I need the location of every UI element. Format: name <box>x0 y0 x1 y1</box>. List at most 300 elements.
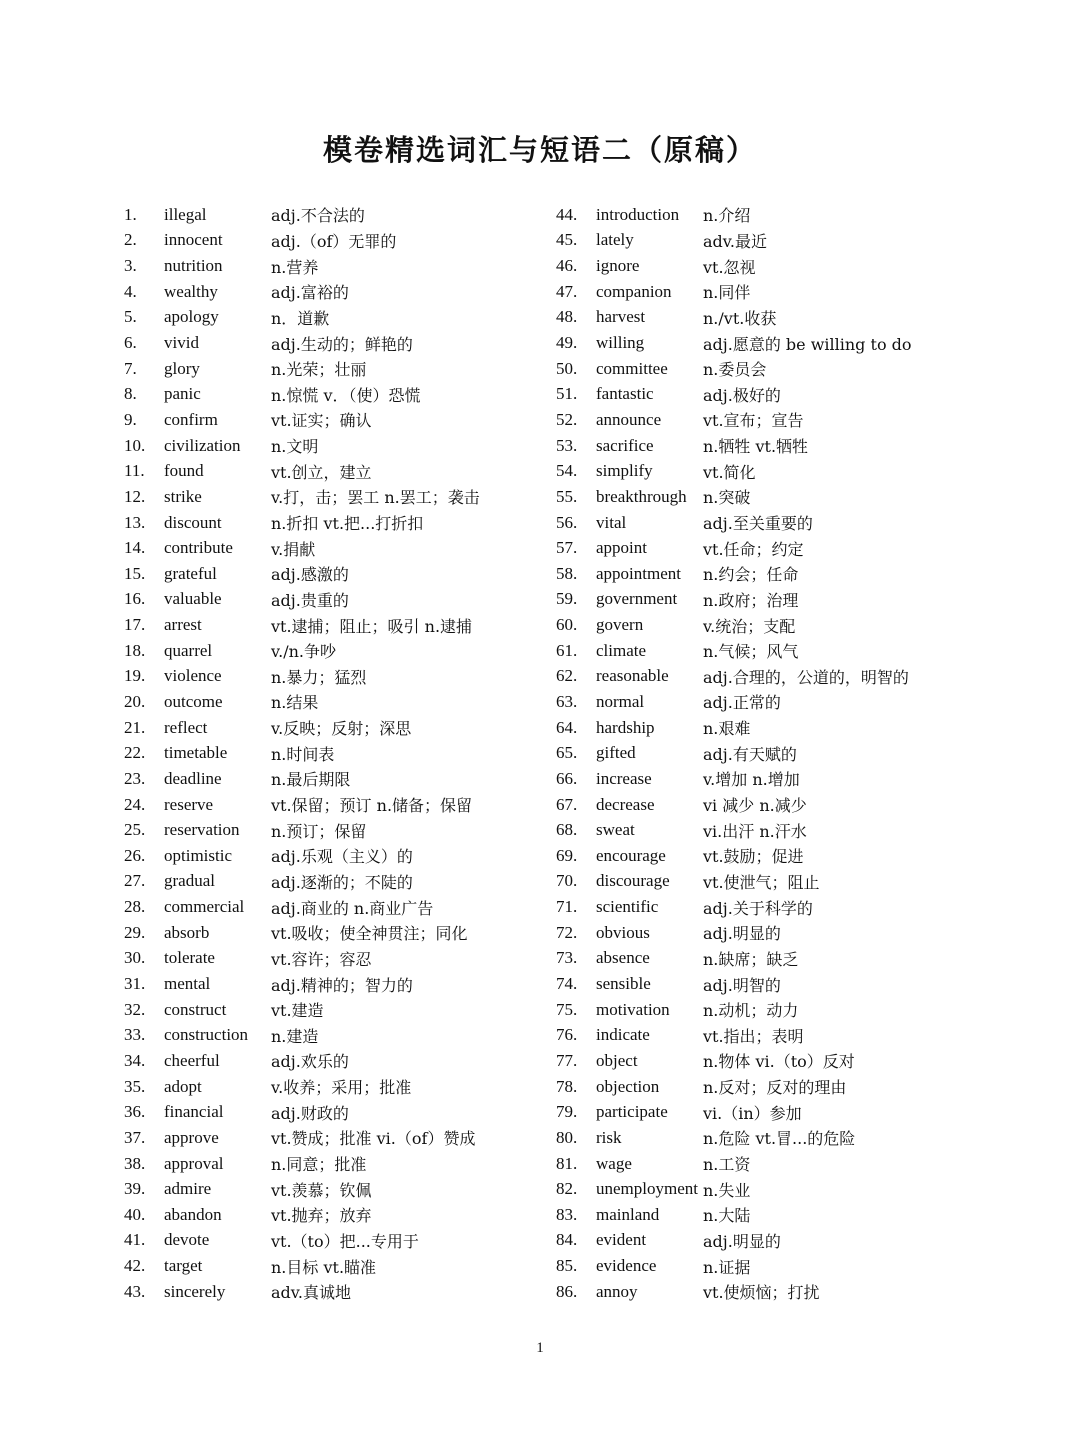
entry-number: 85. <box>556 1256 578 1276</box>
entry-word: sensible <box>596 974 651 994</box>
entry-number: 72. <box>556 922 578 942</box>
entry-definition: n.物体 vi.（to）反对 <box>703 1052 855 1072</box>
entry-number: 39. <box>124 1179 146 1199</box>
entry-number: 71. <box>556 897 578 917</box>
entry-definition: n.目标 vt.瞄准 <box>271 1257 377 1277</box>
entry-number: 81. <box>556 1153 578 1173</box>
entry-number: 14. <box>124 538 146 558</box>
vocab-row <box>124 1074 480 1100</box>
entry-word: admire <box>164 1179 212 1199</box>
entry-definition: vt.证实；确认 <box>271 411 372 431</box>
entry-number: 32. <box>124 999 146 1019</box>
entry-definition: adj.逐渐的；不陡的 <box>271 872 413 892</box>
vocab-row <box>124 638 480 664</box>
entry-word: companion <box>596 281 672 301</box>
vocab-column-left <box>124 202 480 1305</box>
entry-definition: adj.明显的 <box>703 924 781 944</box>
vocab-row <box>556 510 912 536</box>
entry-definition: adj.不合法的 <box>271 206 365 226</box>
entry-word: gradual <box>164 871 215 891</box>
entry-number: 35. <box>124 1076 146 1096</box>
entry-word: objection <box>596 1076 660 1096</box>
vocab-row <box>556 1176 912 1202</box>
entry-number: 53. <box>556 435 578 455</box>
entry-word: climate <box>596 640 647 660</box>
entry-number: 84. <box>556 1230 578 1250</box>
entry-word: vital <box>596 512 627 532</box>
entry-number: 65. <box>556 743 578 763</box>
entry-number: 44. <box>556 204 578 224</box>
vocab-row <box>556 535 912 561</box>
vocab-row <box>556 1279 912 1305</box>
vocab-row <box>556 561 912 587</box>
vocab-row <box>556 766 912 792</box>
entry-word: arrest <box>164 615 202 635</box>
entry-number: 12. <box>124 486 146 506</box>
entry-definition: vt.使泄气；阻止 <box>703 872 820 892</box>
entry-word: encourage <box>596 845 666 865</box>
entry-word: commercial <box>164 897 245 917</box>
vocab-row <box>556 792 912 818</box>
entry-number: 26. <box>124 845 146 865</box>
vocab-row <box>556 228 912 254</box>
entry-number: 41. <box>124 1230 146 1250</box>
entry-word: object <box>596 1050 638 1070</box>
entry-number: 57. <box>556 538 578 558</box>
vocab-row <box>556 253 912 279</box>
entry-word: apology <box>164 307 219 327</box>
entry-word: cheerful <box>164 1050 220 1070</box>
entry-definition: vt.宣布；宣告 <box>703 411 804 431</box>
vocab-row <box>124 612 480 638</box>
entry-number: 17. <box>124 615 146 635</box>
entry-number: 33. <box>124 1025 146 1045</box>
entry-number: 82. <box>556 1179 578 1199</box>
entry-definition: adj.至关重要的 <box>703 514 813 533</box>
entry-word: government <box>596 589 678 609</box>
entry-word: evident <box>596 1230 647 1250</box>
entry-word: harvest <box>596 307 646 327</box>
entry-definition: adj.合理的，公道的，明智的 <box>703 667 909 687</box>
vocab-row <box>556 817 912 843</box>
vocab-row <box>124 1048 480 1074</box>
entry-number: 49. <box>556 333 578 353</box>
entry-definition: v.增加 n.增加 <box>703 770 800 790</box>
entry-number: 37. <box>124 1127 146 1147</box>
vocab-row <box>124 561 480 587</box>
vocab-row <box>124 1125 480 1151</box>
entry-number: 40. <box>124 1204 146 1224</box>
vocab-row <box>556 356 912 382</box>
entry-number: 50. <box>556 358 578 378</box>
entry-word: construct <box>164 999 227 1019</box>
entry-number: 73. <box>556 948 578 968</box>
entry-word: glory <box>164 358 200 378</box>
vocab-row <box>556 1023 912 1049</box>
entry-number: 59. <box>556 589 578 609</box>
entry-definition: adj.关于科学的 <box>703 898 813 918</box>
entry-word: introduction <box>596 204 680 224</box>
vocab-row <box>124 766 480 792</box>
vocab-row <box>124 869 480 895</box>
entry-definition: n.时间表 <box>271 744 335 764</box>
vocab-row <box>556 202 912 228</box>
vocab-row <box>556 433 912 459</box>
entry-word: appointment <box>596 563 681 583</box>
vocab-row <box>556 740 912 766</box>
vocab-row <box>124 689 480 715</box>
entry-number: 23. <box>124 768 146 788</box>
entry-definition: v./n.争吵 <box>271 642 337 662</box>
entry-definition: adj.财政的 <box>271 1103 349 1123</box>
entry-definition: n.工资 <box>703 1155 751 1175</box>
entry-number: 22. <box>124 743 146 763</box>
entry-number: 79. <box>556 1102 578 1122</box>
vocab-row <box>124 1099 480 1125</box>
entry-definition: n.同伴 <box>703 283 751 303</box>
vocab-row <box>124 253 480 279</box>
entry-number: 80. <box>556 1127 578 1147</box>
entry-number: 52. <box>556 409 578 429</box>
entry-definition: n.暴力；猛烈 <box>271 667 367 687</box>
entry-word: simplify <box>596 461 653 481</box>
entry-definition: n.最后期限 <box>271 770 351 790</box>
vocab-row <box>556 612 912 638</box>
entry-number: 13. <box>124 512 146 532</box>
entry-word: valuable <box>164 589 222 609</box>
entry-definition: vt.使烦恼；打扰 <box>703 1283 820 1303</box>
entry-definition: vt.建造 <box>271 1001 324 1021</box>
vocab-row <box>124 894 480 920</box>
entry-definition: n.营养 <box>271 257 319 277</box>
page-number: 1 <box>536 1340 544 1356</box>
entry-definition: v.打，击；罢工 n.罢工；袭击 <box>271 488 480 508</box>
entry-word: motivation <box>596 999 670 1019</box>
entry-number: 60. <box>556 615 578 635</box>
entry-word: absence <box>596 948 650 968</box>
entry-word: mainland <box>596 1204 660 1224</box>
entry-definition: n.证据 <box>703 1257 751 1277</box>
entry-definition: adj.生动的；鲜艳的 <box>271 334 413 354</box>
entry-word: approval <box>164 1153 224 1173</box>
entry-definition: adj.富裕的 <box>271 283 349 303</box>
entry-definition: vt.简化 <box>703 462 756 482</box>
vocab-row <box>556 1202 912 1228</box>
entry-word: breakthrough <box>596 486 687 506</box>
vocab-row <box>124 1279 480 1305</box>
entry-number: 36. <box>124 1102 146 1122</box>
entry-definition: vt.指出；表明 <box>703 1026 804 1046</box>
entry-number: 51. <box>556 384 578 404</box>
entry-word: approve <box>164 1127 219 1147</box>
entry-word: panic <box>164 384 201 404</box>
vocab-row <box>556 997 912 1023</box>
entry-definition: n.牺牲 vt.牺牲 <box>703 437 809 457</box>
entry-definition: v.捐献 <box>271 539 316 559</box>
vocab-row <box>556 946 912 972</box>
entry-definition: adj.精神的；智力的 <box>271 975 413 995</box>
vocab-row <box>124 664 480 690</box>
vocab-row <box>556 305 912 331</box>
entry-definition: n．道歉 <box>271 308 330 328</box>
vocab-row <box>124 228 480 254</box>
entry-number: 21. <box>124 717 146 737</box>
entry-word: tolerate <box>164 948 215 968</box>
entry-number: 11. <box>124 461 145 481</box>
entry-number: 27. <box>124 871 146 891</box>
vocab-row <box>556 1253 912 1279</box>
entry-word: hardship <box>596 717 655 737</box>
entry-number: 25. <box>124 820 146 840</box>
vocab-row <box>124 587 480 613</box>
entry-number: 7. <box>124 358 137 378</box>
entry-number: 86. <box>556 1281 578 1301</box>
vocab-row <box>124 971 480 997</box>
vocab-column-right <box>556 202 912 1305</box>
entry-number: 83. <box>556 1204 578 1224</box>
vocab-row <box>556 894 912 920</box>
entry-word: sweat <box>596 820 635 840</box>
entry-number: 43. <box>124 1281 146 1301</box>
entry-definition: n.缺席；缺乏 <box>703 949 799 969</box>
entry-word: reservation <box>164 820 240 840</box>
entry-word: decrease <box>596 794 655 814</box>
entry-number: 64. <box>556 717 578 737</box>
entry-word: obvious <box>596 922 650 942</box>
entry-word: abandon <box>164 1204 222 1224</box>
entry-word: reflect <box>164 717 208 737</box>
entry-definition: n.约会；任命 <box>703 565 799 585</box>
entry-number: 78. <box>556 1076 578 1096</box>
entry-definition: adj.贵重的 <box>271 590 349 610</box>
entry-number: 47. <box>556 281 578 301</box>
entry-number: 10. <box>124 435 146 455</box>
entry-definition: n.气候；风气 <box>703 642 799 662</box>
entry-number: 4. <box>124 281 137 301</box>
entry-definition: n.大陆 <box>703 1206 751 1226</box>
vocab-row <box>556 971 912 997</box>
entry-word: indicate <box>596 1025 650 1045</box>
entry-word: gifted <box>596 743 636 763</box>
vocab-row <box>556 638 912 664</box>
entry-word: financial <box>164 1102 224 1122</box>
vocab-row <box>556 869 912 895</box>
entry-word: scientific <box>596 897 659 917</box>
entry-definition: n.政府；治理 <box>703 590 799 610</box>
entry-definition: adj.正常的 <box>703 693 781 713</box>
entry-word: fantastic <box>596 384 654 404</box>
entry-definition: adj.有天赋的 <box>703 744 797 764</box>
entry-word: devote <box>164 1230 210 1250</box>
entry-word: deadline <box>164 768 222 788</box>
entry-definition: adj.感激的 <box>271 565 349 585</box>
vocab-row <box>556 843 912 869</box>
vocab-row <box>124 946 480 972</box>
entry-number: 38. <box>124 1153 146 1173</box>
entry-word: annoy <box>596 1281 638 1301</box>
entry-definition: adj.明智的 <box>703 975 781 995</box>
entry-number: 1. <box>124 204 137 224</box>
entry-word: nutrition <box>164 256 223 276</box>
entry-word: risk <box>596 1127 622 1147</box>
entry-number: 9. <box>124 409 137 429</box>
entry-number: 61. <box>556 640 578 660</box>
entry-word: contribute <box>164 538 233 558</box>
entry-number: 15. <box>124 563 146 583</box>
vocab-row <box>556 587 912 613</box>
entry-word: quarrel <box>164 640 213 660</box>
vocab-row <box>124 484 480 510</box>
entry-word: announce <box>596 409 662 429</box>
vocab-row <box>124 843 480 869</box>
entry-definition: vi.（in）参加 <box>703 1103 802 1123</box>
entry-definition: n.惊慌 v．（使）恐慌 <box>271 385 421 405</box>
entry-definition: adj.乐观（主义）的 <box>271 847 413 867</box>
entry-word: govern <box>596 615 644 635</box>
vocab-row <box>124 1151 480 1177</box>
entry-number: 48. <box>556 307 578 327</box>
vocab-row <box>556 1228 912 1254</box>
vocab-row <box>124 740 480 766</box>
entry-number: 63. <box>556 691 578 711</box>
vocab-row <box>556 1074 912 1100</box>
entry-word: discourage <box>596 871 670 891</box>
entry-word: sacrifice <box>596 435 654 455</box>
entry-definition: vt.（to）把...专用于 <box>271 1231 419 1251</box>
entry-word: ignore <box>596 256 640 276</box>
entry-definition: n.介绍 <box>703 206 751 226</box>
entry-word: civilization <box>164 435 241 455</box>
entry-word: grateful <box>164 563 217 583</box>
entry-definition: vt.赞成；批准 vi.（of）赞成 <box>271 1129 476 1149</box>
entry-number: 77. <box>556 1050 578 1070</box>
entry-word: violence <box>164 666 222 686</box>
entry-definition: vt.吸收；使全神贯注；同化 <box>271 924 468 944</box>
entry-word: sincerely <box>164 1281 226 1301</box>
entry-definition: n.结果 <box>271 693 319 713</box>
entry-definition: adj.欢乐的 <box>271 1052 349 1072</box>
vocab-row <box>556 330 912 356</box>
entry-definition: n.动机；动力 <box>703 1001 799 1021</box>
entry-definition: adj.愿意的 be willing to do <box>703 334 912 354</box>
entry-number: 6. <box>124 333 137 353</box>
entry-definition: n.突破 <box>703 488 751 508</box>
vocab-row <box>124 510 480 536</box>
entry-definition: adv.真诚地 <box>271 1283 352 1303</box>
vocab-row <box>124 1202 480 1228</box>
entry-definition: n.同意；批准 <box>271 1155 367 1175</box>
entry-definition: vt.容许；容忍 <box>271 949 372 969</box>
vocab-row <box>556 381 912 407</box>
entry-word: committee <box>596 358 668 378</box>
vocab-row <box>124 458 480 484</box>
entry-number: 19. <box>124 666 146 686</box>
vocab-row <box>556 458 912 484</box>
entry-number: 56. <box>556 512 578 532</box>
entry-number: 66. <box>556 768 578 788</box>
entry-word: construction <box>164 1025 249 1045</box>
entry-definition: adj.商业的 n.商业广告 <box>271 898 434 918</box>
vocab-row <box>556 407 912 433</box>
entry-number: 70. <box>556 871 578 891</box>
entry-number: 5. <box>124 307 137 327</box>
entry-word: strike <box>164 486 202 506</box>
entry-number: 67. <box>556 794 578 814</box>
vocab-row <box>556 920 912 946</box>
vocab-row <box>124 997 480 1023</box>
entry-number: 58. <box>556 563 578 583</box>
page-title: 模卷精选词汇与短语二（原稿） <box>322 133 757 167</box>
vocab-row <box>556 1151 912 1177</box>
entry-definition: vt.抛弃；放弃 <box>271 1206 372 1226</box>
entry-definition: vt.任命；约定 <box>703 539 804 559</box>
entry-number: 16. <box>124 589 146 609</box>
entry-word: mental <box>164 974 211 994</box>
entry-definition: v.反映；反射；深思 <box>271 719 412 739</box>
entry-word: participate <box>596 1102 668 1122</box>
vocab-row <box>556 664 912 690</box>
entry-definition: v.统治；支配 <box>703 616 796 636</box>
entry-number: 24. <box>124 794 146 814</box>
entry-number: 46. <box>556 256 578 276</box>
entry-word: reasonable <box>596 666 669 686</box>
vocab-row <box>556 715 912 741</box>
vocab-row <box>124 381 480 407</box>
entry-definition: n.光荣；壮丽 <box>271 360 367 380</box>
entry-word: appoint <box>596 538 647 558</box>
entry-word: outcome <box>164 691 223 711</box>
vocab-row <box>124 330 480 356</box>
entry-definition: adv.最近 <box>703 231 768 251</box>
vocab-row <box>124 1253 480 1279</box>
entry-number: 75. <box>556 999 578 1019</box>
entry-definition: vi 减少 n.减少 <box>703 796 807 816</box>
vocab-row <box>124 920 480 946</box>
entry-word: timetable <box>164 743 228 763</box>
vocab-row <box>556 484 912 510</box>
entry-word: lately <box>596 230 634 250</box>
vocab-row <box>124 433 480 459</box>
vocab-row <box>556 689 912 715</box>
entry-word: evidence <box>596 1256 657 1276</box>
entry-word: vivid <box>164 333 199 353</box>
entry-definition: n.委员会 <box>703 360 767 380</box>
entry-definition: vt.保留；预订 n.储备；保留 <box>271 796 473 816</box>
entry-word: discount <box>164 512 222 532</box>
entry-word: found <box>164 461 204 481</box>
entry-definition: n.预订；保留 <box>271 821 367 841</box>
entry-definition: n.艰难 <box>703 719 751 739</box>
entry-number: 76. <box>556 1025 578 1045</box>
entry-word: absorb <box>164 922 210 942</box>
entry-definition: n.危险 vt.冒...的危险 <box>703 1129 856 1149</box>
vocab-row <box>124 279 480 305</box>
vocab-row <box>124 202 480 228</box>
entry-word: wage <box>596 1153 632 1173</box>
entry-number: 68. <box>556 820 578 840</box>
vocab-row <box>124 792 480 818</box>
entry-definition: vt.鼓励；促进 <box>703 847 804 867</box>
entry-definition: vt.逮捕；阻止；吸引 n.逮捕 <box>271 616 473 636</box>
entry-definition: n.折扣 vt.把...打折扣 <box>271 514 424 533</box>
vocab-row <box>124 1228 480 1254</box>
entry-definition: n.文明 <box>271 437 319 457</box>
entry-definition: vt.忽视 <box>703 257 756 277</box>
vocab-row <box>556 1048 912 1074</box>
entry-definition: v.收养；采用；批准 <box>271 1078 412 1098</box>
vocab-row <box>124 817 480 843</box>
entry-word: optimistic <box>164 845 232 865</box>
